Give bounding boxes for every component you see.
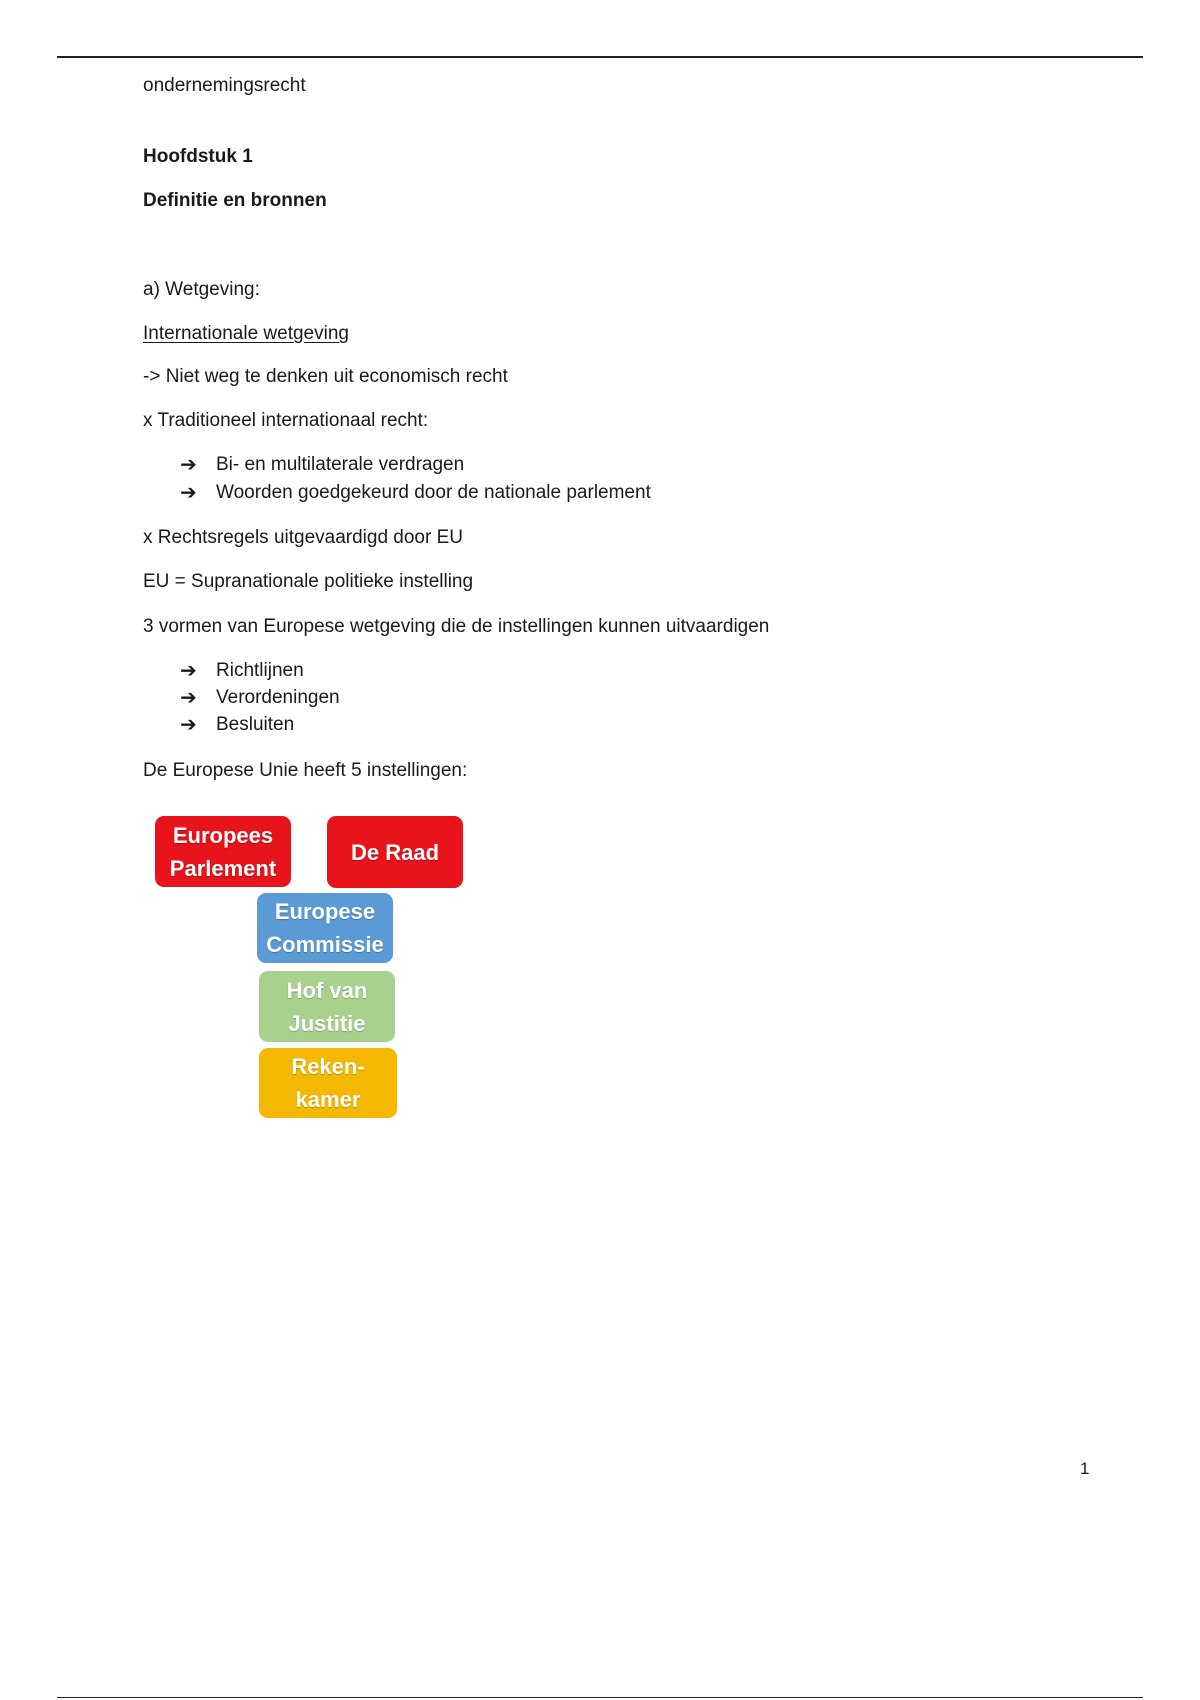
institution-label: Hof van Justitie — [286, 977, 368, 1036]
institution-label: Europese Commissie — [266, 899, 384, 957]
traditional-law-line: x Traditioneel internationaal recht: — [143, 410, 429, 431]
footer-rule — [57, 1697, 1143, 1698]
intl-law-heading: Internationale wetgeving — [143, 323, 349, 344]
bullet-item — [180, 481, 651, 505]
intl-law-note: -> Niet weg te denken uit economisch recht — [143, 366, 508, 387]
section-a-heading: a) Wetgeving: — [143, 279, 260, 300]
bullet-item — [180, 713, 294, 737]
institution-hof-van-justitie — [259, 971, 395, 1042]
right-arrow-icon: ➔ — [180, 714, 197, 736]
eu-definition-line: EU = Supranationale politieke instelling — [143, 571, 474, 592]
bullet-item — [180, 659, 304, 683]
institution-label: Europees Parlement — [169, 822, 277, 881]
bullet-text: Bi- en multilaterale verdragen — [216, 454, 465, 475]
institution-label: Reken- kamer — [291, 1054, 365, 1112]
right-arrow-icon: ➔ — [180, 482, 197, 504]
bullet-text: Verordeningen — [216, 687, 340, 708]
institution-label: De Raad — [350, 839, 440, 865]
chapter-subheading: Definitie en bronnen — [143, 190, 327, 211]
bullet-text: Woorden goedgekeurd door de nationale parlement — [216, 482, 651, 503]
eu-forms-intro: 3 vormen van Europese wetgeving die de instellingen kunnen uitvaardigen — [143, 616, 770, 637]
institution-europees-parlement — [155, 816, 291, 887]
right-arrow-icon: ➔ — [180, 454, 197, 476]
chapter-heading: Hoofdstuk 1 — [143, 146, 253, 167]
eu-rules-line: x Rechtsregels uitgevaardigd door EU — [143, 527, 464, 548]
header-rule — [57, 56, 1143, 58]
institution-rekenkamer — [259, 1048, 397, 1118]
institutions-intro: De Europese Unie heeft 5 instellingen: — [143, 760, 468, 781]
right-arrow-icon: ➔ — [180, 687, 197, 709]
bullet-text: Besluiten — [216, 714, 295, 735]
page-number: 1 — [1080, 1459, 1090, 1478]
bullet-item — [180, 453, 464, 477]
right-arrow-icon: ➔ — [180, 660, 197, 682]
institution-europese-commissie — [257, 893, 393, 963]
bullet-item — [180, 686, 340, 710]
running-title: ondernemingsrecht — [143, 75, 306, 96]
institution-de-raad — [327, 816, 463, 888]
bullet-text: Richtlijnen — [216, 660, 304, 681]
